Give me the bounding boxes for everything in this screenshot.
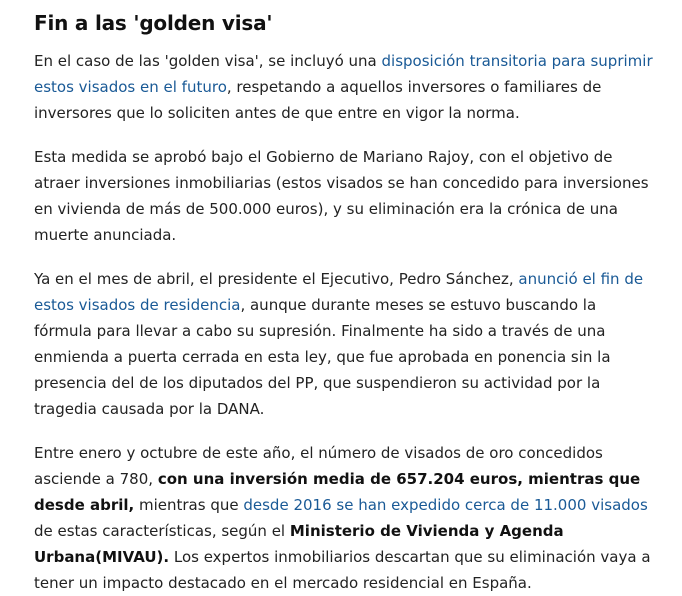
link-visados-desde-2016[interactable]: desde 2016 se han expedido cerca de 11.000 visados (243, 496, 648, 514)
paragraph-rajoy-measure (34, 144, 654, 248)
paragraph-text: mientras que (134, 496, 244, 514)
bold-inversion-media: con una inversión media de 657.204 euros, mientras que desde abril, (34, 470, 641, 514)
paragraph-text: Los expertos inmobiliarios descartan que su eliminación vaya a tener un impacto destacado en el mercado residencial en España. (34, 548, 651, 592)
paragraph-text: , aunque durante meses se estuvo buscando la fórmula para llevar a cabo su supresión. Finalmente ha sido a través de una enmienda a puerta cerrada en esta ley, que fue aprobada en ponencia sin la presencia del de los diputados del PP, que suspendieron su actividad por la tragedia causada por la DANA. (34, 296, 611, 418)
paragraph-text: Entre enero y octubre de este año, el número de visados de oro concedidos asciende a 780, (34, 444, 603, 488)
paragraph-text: En el caso de las 'golden visa', se incluyó una (34, 52, 382, 70)
paragraph-sanchez-announcement (34, 266, 654, 422)
link-disposicion-transitoria[interactable]: disposición transitoria para suprimir estos visados en el futuro (34, 52, 653, 96)
link-anuncio-fin-visados[interactable]: anunció el fin de estos visados de residencia (34, 270, 644, 314)
paragraph-text: Esta medida se aprobó bajo el Gobierno de Mariano Rajoy, con el objetivo de atraer inversiones inmobiliarias (estos visados se han concedido para inversiones en vivienda de más de 500.000 euros), y su eliminación era la crónica de una muerte anunciada. (34, 148, 649, 244)
paragraph-text: Ya en el mes de abril, el presidente el Ejecutivo, Pedro Sánchez, (34, 270, 519, 288)
section-heading: Fin a las 'golden visa' (34, 11, 273, 35)
bold-ministerio-vivienda: Ministerio de Vivienda y Agenda Urbana(MIVAU). (34, 522, 564, 566)
paragraph-text: de estas características, según el (34, 522, 290, 540)
paragraph-visa-statistics (34, 440, 654, 596)
paragraph-text: , respetando a aquellos inversores o familiares de inversores que lo soliciten antes de que entre en vigor la norma. (34, 78, 602, 122)
paragraph-golden-visa-disposition (34, 48, 654, 126)
